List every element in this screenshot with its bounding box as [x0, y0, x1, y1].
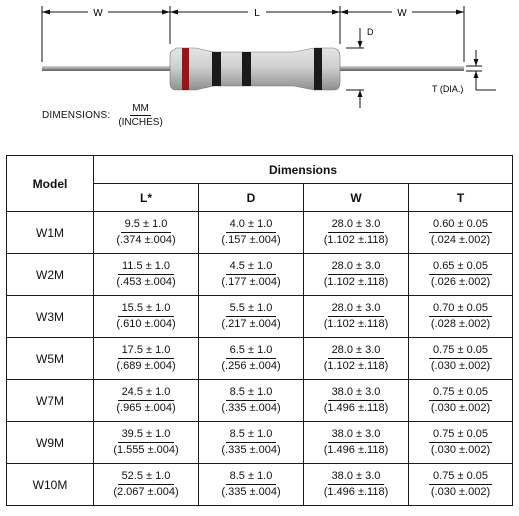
value-mm: 38.0 ± 3.0: [328, 470, 385, 485]
value-inches: (1.496 ±.118): [323, 444, 389, 456]
model-header: Model: [7, 156, 94, 212]
value-inches: (.453 ±.004): [116, 276, 176, 288]
dimension-cell-d: [199, 380, 304, 422]
model-cell: W10M: [7, 464, 94, 506]
dimension-cell-d: [199, 212, 304, 254]
value-fraction: [221, 428, 280, 457]
value-inches: (.335 ±.004): [221, 402, 281, 414]
model-cell: W2M: [7, 254, 94, 296]
value-inches: (.335 ±.004): [221, 486, 281, 498]
table-row: [7, 464, 513, 506]
value-inches: (.030 ±.002): [430, 360, 491, 372]
value-inches: (2.067 ±.004): [113, 486, 179, 498]
value-fraction: [429, 218, 492, 247]
column-header-d: D: [199, 184, 304, 212]
dimensions-label: DIMENSIONS:: [42, 110, 111, 121]
dimension-cell-d: [199, 464, 304, 506]
dimension-cell-t: [409, 338, 513, 380]
dimension-cell-d: [199, 422, 304, 464]
model-cell: W9M: [7, 422, 94, 464]
dimension-cell-t: [409, 380, 513, 422]
dimension-cell-l: [94, 338, 199, 380]
label-d: D: [367, 27, 374, 37]
value-fraction: [116, 386, 175, 415]
value-inches: (.335 ±.004): [221, 444, 281, 456]
value-inches: (1.102 ±.118): [323, 318, 389, 330]
dimension-cell-t: [409, 296, 513, 338]
value-inches: (.030 ±.002): [430, 486, 491, 498]
color-band-4: [314, 48, 322, 90]
table-row: [7, 296, 513, 338]
value-mm: 0.70 ± 0.05: [429, 302, 492, 317]
value-inches: (.256 ±.004): [221, 360, 281, 372]
dimension-cell-l: [94, 296, 199, 338]
value-inches: (.177 ±.004): [221, 276, 281, 288]
dimension-t: [466, 50, 496, 90]
dimension-cell-w: [304, 254, 409, 296]
value-fraction: [324, 470, 389, 499]
dimension-cell-l: [94, 380, 199, 422]
color-band-1: [182, 48, 189, 90]
value-mm: 28.0 ± 3.0: [328, 302, 385, 317]
value-fraction: [324, 386, 389, 415]
value-inches: (1.102 ±.118): [323, 276, 389, 288]
value-fraction: [221, 470, 280, 499]
value-fraction: [116, 302, 175, 331]
value-mm: 38.0 ± 3.0: [328, 386, 385, 401]
dimension-cell-d: [199, 296, 304, 338]
value-fraction: [221, 218, 280, 247]
value-fraction: [221, 344, 280, 373]
value-mm: 0.75 ± 0.05: [429, 428, 492, 443]
value-mm: 0.60 ± 0.05: [429, 218, 492, 233]
dimension-cell-w: [304, 380, 409, 422]
value-fraction: [324, 218, 389, 247]
value-fraction: [324, 302, 389, 331]
value-mm: 17.5 ± 1.0: [118, 344, 175, 359]
value-mm: 9.5 ± 1.0: [121, 218, 172, 233]
value-inches: (.024 ±.002): [430, 234, 491, 246]
value-fraction: [429, 344, 492, 373]
value-fraction: [113, 428, 178, 457]
value-mm: 39.5 ± 1.0: [118, 428, 175, 443]
model-cell: W5M: [7, 338, 94, 380]
column-header-l: L*: [94, 184, 199, 212]
value-mm: 52.5 ± 1.0: [118, 470, 175, 485]
value-fraction: [116, 260, 175, 289]
value-inches: (.030 ±.002): [430, 402, 491, 414]
value-fraction: [221, 302, 280, 331]
value-inches: (.374 ±.004): [116, 234, 176, 246]
dimension-cell-l: [94, 422, 199, 464]
value-fraction: [429, 302, 492, 331]
value-mm: 4.5 ± 1.0: [226, 260, 277, 275]
column-header-w: W: [304, 184, 409, 212]
value-fraction: [221, 386, 280, 415]
value-mm: 24.5 ± 1.0: [118, 386, 175, 401]
label-t-dia: T (DIA.): [432, 84, 464, 94]
model-cell: W3M: [7, 296, 94, 338]
value-inches: (1.496 ±.118): [323, 486, 389, 498]
label-w-right: W: [397, 8, 407, 19]
value-inches: (.030 ±.002): [430, 444, 491, 456]
value-inches: (1.496 ±.118): [323, 402, 389, 414]
value-fraction: [113, 470, 178, 499]
table-row: [7, 422, 513, 464]
dimensions-table: [6, 155, 513, 506]
dimension-cell-w: [304, 422, 409, 464]
value-mm: 15.5 ± 1.0: [118, 302, 175, 317]
value-fraction: [429, 470, 492, 499]
value-fraction: [429, 428, 492, 457]
value-mm: 8.5 ± 1.0: [226, 470, 277, 485]
dimension-cell-d: [199, 254, 304, 296]
dimension-cell-l: [94, 254, 199, 296]
value-mm: 28.0 ± 3.0: [328, 218, 385, 233]
value-fraction: [324, 428, 389, 457]
dimension-cell-l: [94, 464, 199, 506]
value-mm: 8.5 ± 1.0: [226, 428, 277, 443]
value-fraction: [324, 260, 389, 289]
value-mm: 8.5 ± 1.0: [226, 386, 277, 401]
value-inches: (1.102 ±.118): [323, 234, 389, 246]
dimensions-unit-legend: [42, 103, 163, 128]
value-inches: (.157 ±.004): [221, 234, 281, 246]
value-inches: (.965 ±.004): [116, 402, 176, 414]
value-mm: 28.0 ± 3.0: [328, 344, 385, 359]
value-mm: 11.5 ± 1.0: [118, 260, 174, 275]
dimension-cell-t: [409, 464, 513, 506]
value-mm: 6.5 ± 1.0: [226, 344, 277, 359]
dimension-cell-w: [304, 338, 409, 380]
value-mm: 0.75 ± 0.05: [429, 344, 492, 359]
value-inches: (.217 ±.004): [221, 318, 281, 330]
dimension-cell-w: [304, 296, 409, 338]
dimension-cell-l: [94, 212, 199, 254]
value-inches: (1.555 ±.004): [113, 444, 179, 456]
color-band-2: [212, 52, 221, 86]
dimensions-header: Dimensions: [94, 156, 513, 184]
value-fraction: [429, 386, 492, 415]
label-w-left: W: [93, 8, 103, 19]
dimension-cell-t: [409, 212, 513, 254]
value-mm: 0.75 ± 0.05: [429, 386, 492, 401]
table-header-row: [7, 156, 513, 184]
arrowheads-t: [474, 59, 479, 78]
table-body: [7, 212, 513, 506]
color-band-3: [242, 52, 251, 86]
unit-mm: MM: [132, 103, 149, 114]
value-mm: 5.5 ± 1.0: [226, 302, 277, 317]
table-row: [7, 380, 513, 422]
value-inches: (.026 ±.002): [430, 276, 491, 288]
table-row: [7, 212, 513, 254]
lead-wire-right: [334, 66, 464, 71]
value-fraction: [429, 260, 492, 289]
value-mm: 0.65 ± 0.05: [429, 260, 492, 275]
dimension-cell-w: [304, 212, 409, 254]
value-mm: 28.0 ± 3.0: [328, 260, 385, 275]
model-cell: W7M: [7, 380, 94, 422]
dimension-cell-t: [409, 422, 513, 464]
value-fraction: [116, 218, 175, 247]
value-fraction: [221, 260, 280, 289]
label-l: L: [254, 8, 260, 19]
value-inches: (.610 ±.004): [116, 318, 176, 330]
value-inches: (1.102 ±.118): [323, 360, 389, 372]
unit-inches: (INCHES): [118, 117, 163, 128]
dimension-cell-d: [199, 338, 304, 380]
value-mm: 4.0 ± 1.0: [226, 218, 277, 233]
dimension-cell-t: [409, 254, 513, 296]
value-mm: 0.75 ± 0.05: [429, 470, 492, 485]
column-header-t: T: [409, 184, 513, 212]
model-cell: W1M: [7, 212, 94, 254]
dimension-cell-w: [304, 464, 409, 506]
value-mm: 38.0 ± 3.0: [328, 428, 385, 443]
table-row: [7, 338, 513, 380]
value-inches: (.028 ±.002): [430, 318, 491, 330]
value-fraction: [116, 344, 175, 373]
table-row: [7, 254, 513, 296]
value-inches: (.689 ±.004): [116, 360, 176, 372]
unit-fraction: [118, 103, 162, 128]
value-fraction: [324, 344, 389, 373]
lead-wire-left: [42, 66, 176, 71]
